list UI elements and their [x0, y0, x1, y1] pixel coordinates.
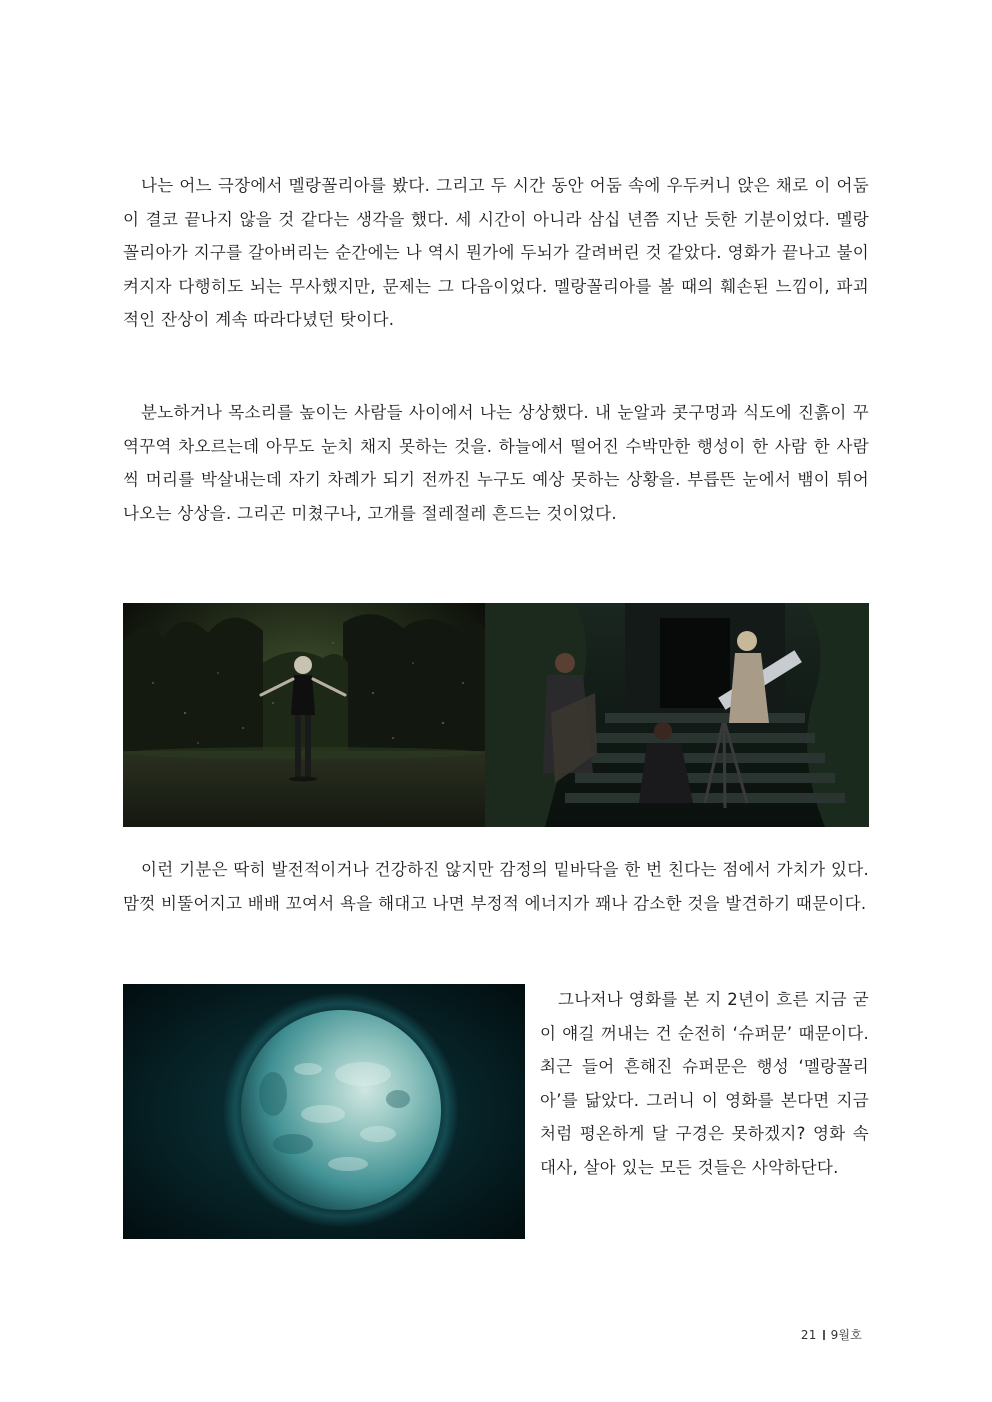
- film-still-woman-in-field: [123, 603, 485, 827]
- planet-melancholia-image: [123, 984, 525, 1239]
- paragraph-2: 분노하거나 목소리를 높이는 사람들 사이에서 나는 상상했다. 내 눈알과 콧구멍과 식도에 진흙이 꾸역꾸역 차오르는데 아무도 눈치 채지 못하는 것을. 하늘에서 떨어진 수박만한 행성이 한 사람 한 사람씩 머리를 박살내는데 자기 차례가 되기 전까진 누구도 예상 못하는 상황을. 부릅뜬 눈에서 뱀이 튀어나오는 상상을. 그리곤 미쳤구나, 고개를 절레절레 흔드는 것이었다.: [123, 403, 869, 523]
- paragraph-4: 그나저나 영화를 본 지 2년이 흐른 지금 굳이 얘길 꺼내는 건 순전히 ‘슈퍼문’ 때문이다. 최근 들어 흔해진 슈퍼문은 행성 ‘멜랑꼴리아’를 닮았다. 그러니 이 영화를 본다면 지금처럼 평온하게 달 구경은 못하겠지? 영화 속 대사, 살아 있는 모든 것들은 사악하단다.: [540, 990, 869, 1177]
- paragraph-1: 나는 어느 극장에서 멜랑꼴리아를 봤다. 그리고 두 시간 동안 어둠 속에 우두커니 앉은 채로 이 어둠이 결코 끝나지 않을 것 같다는 생각을 했다. 세 시간이 아니라 삼십 년쯤 지난 듯한 기분이었다. 멜랑꼴리아가 지구를 갈아버리는 순간에는 나 역시 뭔가에 두뇌가 갈려버린 것 같았다. 영화가 끝나고 불이 켜지자 다행히도 뇌는 무사했지만, 문제는 그 다음이었다. 멜랑꼴리아를 볼 때의 훼손된 느낌이, 파괴적인 잔상이 계속 따라다녔던 탓이다.: [123, 176, 869, 329]
- footer-separator: [823, 1330, 825, 1340]
- paragraph-3: 이런 기분은 딱히 발전적이거나 건강하진 않지만 감정의 밑바닥을 한 번 친다는 점에서 가치가 있다. 맘껏 비뚤어지고 배배 꼬여서 욕을 해대고 나면 부정적 에너지가 꽤나 감소한 것을 발견하기 때문이다.: [123, 860, 869, 913]
- issue-label: 9월호: [830, 1328, 862, 1342]
- film-still-telescope-scene: [485, 603, 869, 827]
- page-footer: [801, 1326, 862, 1343]
- page-number: 21: [800, 1328, 817, 1342]
